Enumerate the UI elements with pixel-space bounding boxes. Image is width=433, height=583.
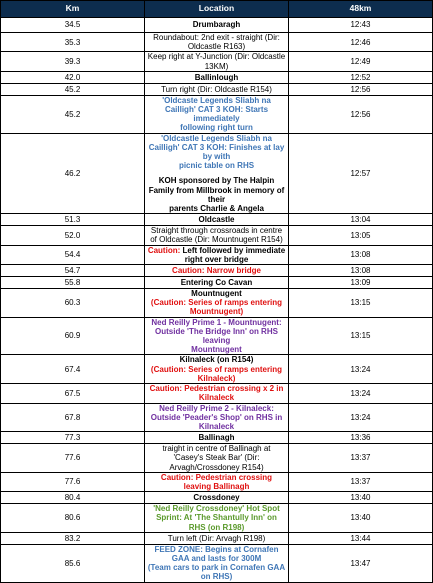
location-text: 'Ned Reilly Crossdoney' Hot Spot Sprint: At 'The Shantully Inn' on RHS (on R198) <box>153 504 280 532</box>
location-cell <box>145 317 289 355</box>
location-cell <box>145 289 289 318</box>
location-text: Ballinagh <box>198 433 235 442</box>
time-cell: 12:56 <box>289 83 433 95</box>
location-cell <box>145 52 289 71</box>
time-cell: 13:47 <box>289 544 433 582</box>
time-cell: 12:49 <box>289 52 433 71</box>
location-cell <box>145 245 289 264</box>
location-cell <box>145 133 289 214</box>
location-cell <box>145 277 289 289</box>
km-cell: 67.4 <box>1 355 145 384</box>
km-cell: 42.0 <box>1 71 145 83</box>
km-cell: 51.3 <box>1 214 145 226</box>
table-row <box>1 384 433 403</box>
location-cell <box>145 444 289 473</box>
location-cell <box>145 403 289 432</box>
km-cell: 60.9 <box>1 317 145 355</box>
time-cell: 12:52 <box>289 71 433 83</box>
caution-label: Caution: <box>147 245 183 255</box>
km-header: Km <box>1 1 145 18</box>
time-cell: 13:24 <box>289 355 433 384</box>
km-cell: 60.3 <box>1 289 145 318</box>
location-text: Roundabout: 2nd exit - straight (Dir: Oldcastle R163) <box>153 33 280 52</box>
time-cell: 12:56 <box>289 95 433 133</box>
table-row <box>1 226 433 245</box>
table-row <box>1 444 433 473</box>
table-row <box>1 133 433 214</box>
time-cell: 13:24 <box>289 403 433 432</box>
location-text <box>147 246 286 264</box>
time-header: 48km <box>289 1 433 18</box>
table-row <box>1 265 433 277</box>
km-cell: 80.4 <box>1 492 145 504</box>
table-row <box>1 95 433 133</box>
caution-text: (Caution: Series of ramps entering Kilnaleck) <box>150 364 283 383</box>
location-cell <box>145 472 289 491</box>
location-cell <box>145 355 289 384</box>
km-cell: 77.3 <box>1 432 145 444</box>
location-cell <box>145 544 289 582</box>
table-row <box>1 544 433 582</box>
location-cell <box>145 504 289 533</box>
table-row <box>1 472 433 491</box>
table-row <box>1 18 433 33</box>
km-cell: 46.2 <box>1 133 145 214</box>
time-cell: 13:40 <box>289 492 433 504</box>
location-text: Crossdoney <box>193 493 240 503</box>
location-text: Turn left (Dir: Arvagh R198) <box>167 533 266 543</box>
location-text: Drumbaragh <box>192 20 241 30</box>
location-cell <box>145 265 289 277</box>
location-cell <box>145 214 289 226</box>
time-cell: 12:57 <box>289 133 433 214</box>
time-cell: 13:08 <box>289 245 433 264</box>
location-text: Mountnugent <box>191 345 242 355</box>
table-row <box>1 317 433 355</box>
time-cell: 13:08 <box>289 265 433 277</box>
location-cell <box>145 95 289 133</box>
location-cell <box>145 384 289 403</box>
table-row <box>1 432 433 444</box>
location-text: Turn right (Dir: Oldcastle R154) <box>161 84 272 94</box>
km-cell: 67.5 <box>1 384 145 403</box>
time-cell: 13:09 <box>289 277 433 289</box>
km-cell: 83.2 <box>1 532 145 544</box>
table-row <box>1 71 433 83</box>
time-cell: 13:37 <box>289 444 433 473</box>
time-cell: 13:15 <box>289 317 433 355</box>
sponsor-text: KOH sponsored by The Halpin Family from Millbrook in memory of their <box>148 176 285 204</box>
location-header: Location <box>145 1 289 18</box>
time-cell: 13:40 <box>289 504 433 533</box>
location-text: Kilnaleck (on R154) <box>179 355 254 365</box>
location-text: Mountnugent <box>191 289 242 299</box>
km-cell: 54.7 <box>1 265 145 277</box>
km-cell: 34.5 <box>1 18 145 33</box>
sponsor-text: parents Charlie & Angela <box>169 204 264 214</box>
table-row <box>1 33 433 52</box>
table-row <box>1 83 433 95</box>
km-cell: 45.2 <box>1 83 145 95</box>
table-row <box>1 245 433 264</box>
location-text: Caution: Pedestrian crossing x 2 in Kilnaleck <box>149 384 284 403</box>
km-cell: 55.8 <box>1 277 145 289</box>
table-row <box>1 355 433 384</box>
km-cell: 67.8 <box>1 403 145 432</box>
time-cell: 13:04 <box>289 214 433 226</box>
location-text: (Team cars to park in Cornafen GAA on RHS) <box>147 563 286 582</box>
table-row <box>1 289 433 318</box>
location-text: Caution: Pedestrian crossing leaving Ballinagh <box>160 472 273 491</box>
km-cell: 39.3 <box>1 52 145 71</box>
time-cell: 13:44 <box>289 532 433 544</box>
table-row <box>1 504 433 533</box>
location-text: Caution: Narrow bridge <box>172 265 261 275</box>
location-cell <box>145 432 289 444</box>
location-text: FEED ZONE: Begins at Cornafen GAA and lasts for 300M <box>154 544 279 563</box>
time-cell: 12:46 <box>289 33 433 52</box>
time-cell: 13:24 <box>289 384 433 403</box>
km-cell: 52.0 <box>1 226 145 245</box>
km-cell: 80.6 <box>1 504 145 533</box>
location-cell <box>145 492 289 504</box>
location-text: Ned Reilly Prime 1 - Mountnugent: Outside 'The Bridge Inn' on RHS leaving <box>151 317 282 346</box>
location-cell <box>145 71 289 83</box>
location-text: Straight through crossroads in centre of Oldcastle (Dir: Mountnugent R154) <box>150 226 283 245</box>
location-text: Ned Reilly Prime 2 - Kilnaleck: Outside 'Peader's Shop' on RHS in Kilnaleck <box>150 403 283 431</box>
table-row <box>1 403 433 432</box>
location-cell <box>145 18 289 33</box>
location-text: 'Oldcaste Legends Sliabh na Cailligh' CAT 3 KOH: Starts immediately <box>162 95 271 124</box>
time-cell: 13:37 <box>289 472 433 491</box>
km-cell: 77.6 <box>1 444 145 473</box>
caution-text: (Caution: Series of ramps entering Mountnugent) <box>150 298 283 317</box>
location-text: following right turn <box>180 123 253 133</box>
table-row <box>1 532 433 544</box>
location-text: Keep right at Y-Junction (Dir: Oldcastle 13KM) <box>147 52 286 71</box>
location-cell <box>145 83 289 95</box>
time-cell: 13:05 <box>289 226 433 245</box>
table-row <box>1 492 433 504</box>
km-cell: 45.2 <box>1 95 145 133</box>
location-text: traight in centre of Ballinagh at 'Casey's Steak Bar' (Dir: Arvagh/Crossdoney R154) <box>162 444 271 472</box>
location-text: Oldcastle <box>198 215 235 225</box>
time-cell: 12:43 <box>289 18 433 33</box>
table-row <box>1 52 433 71</box>
location-text: 'Oldcastle Legends Sliabh na Cailligh' CAT 3 KOH: Finishes at lay by with <box>148 133 285 162</box>
table-row <box>1 214 433 226</box>
header-row <box>1 1 433 18</box>
location-text: Ballinlough <box>194 72 239 82</box>
km-cell: 77.6 <box>1 472 145 491</box>
km-cell: 54.4 <box>1 245 145 264</box>
location-cell <box>145 226 289 245</box>
time-cell: 13:36 <box>289 432 433 444</box>
location-cell <box>145 532 289 544</box>
table-row <box>1 277 433 289</box>
km-cell: 35.3 <box>1 33 145 52</box>
location-text: Entering Co Cavan <box>180 277 253 287</box>
time-cell: 13:15 <box>289 289 433 318</box>
location-cell <box>145 33 289 52</box>
location-text: picnic table on RHS <box>178 161 255 171</box>
caution-text: Left followed by immediate right over bridge <box>182 245 286 264</box>
km-cell: 85.6 <box>1 544 145 582</box>
